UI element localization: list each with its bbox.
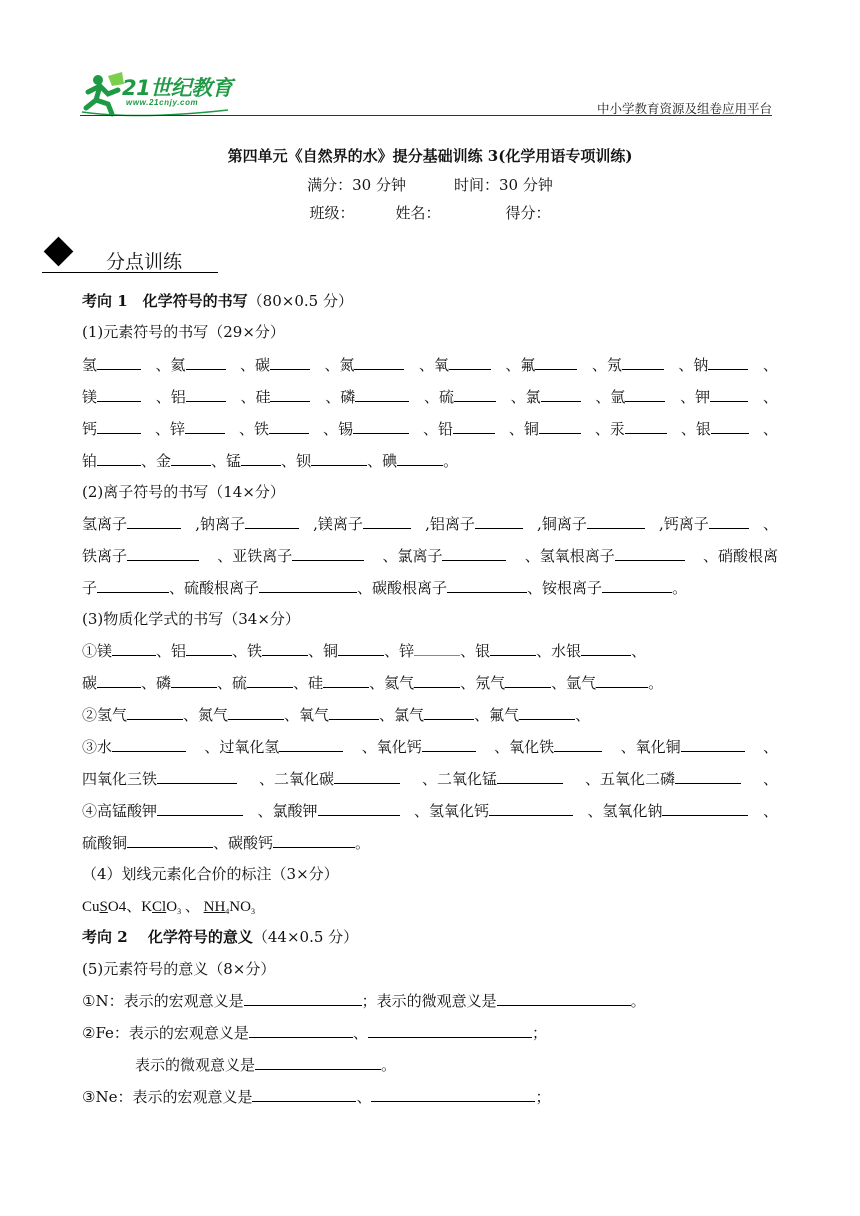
answer-blank[interactable] <box>186 641 232 656</box>
q2-item: 、碳酸根离子 <box>357 579 448 597</box>
q3-item: 、水银 <box>536 642 582 660</box>
q2-item: 、铵根离子 <box>527 579 603 597</box>
answer-blank[interactable] <box>338 641 384 656</box>
q5-text: 。 <box>630 992 646 1010</box>
answer-blank[interactable] <box>318 801 400 816</box>
q3-item: 、氧化铜 <box>620 738 681 756</box>
formula-part: NO <box>229 899 251 915</box>
q3-item: 、氦气 <box>369 674 415 692</box>
q3-item: 、二氧化锰 <box>421 770 497 788</box>
q3-item: 碳 <box>82 674 98 692</box>
q2-row-1 <box>82 513 778 534</box>
q1-item: 、铝 <box>155 388 186 406</box>
formula-sep: 、 <box>181 899 204 915</box>
answer-blank[interactable] <box>244 991 362 1006</box>
answer-blank[interactable] <box>97 387 141 402</box>
q5-text: ③Ne：表示的宏观意义是 <box>82 1088 253 1106</box>
q1-item: 、磷 <box>325 388 356 406</box>
q2-item: 、氢氧根离子 <box>524 547 615 565</box>
q1-item: 、金 <box>141 452 172 470</box>
q5-text: 。 <box>381 1056 397 1074</box>
q3-item: 、氯气 <box>379 706 425 724</box>
answer-blank[interactable] <box>249 1023 353 1038</box>
answer-blank[interactable] <box>424 705 474 720</box>
formula-part: O <box>166 899 178 915</box>
answer-blank[interactable] <box>489 801 573 816</box>
answer-blank[interactable] <box>127 833 213 848</box>
name-label: 姓名： <box>395 204 441 222</box>
q2-row-3 <box>82 577 687 598</box>
answer-blank[interactable] <box>269 419 309 434</box>
q4-formulas <box>82 895 255 916</box>
answer-blank[interactable] <box>259 578 357 593</box>
answer-blank[interactable] <box>186 355 226 370</box>
section-underline <box>42 272 218 273</box>
q2-item: ,铜离子 <box>537 515 587 533</box>
answer-blank[interactable] <box>97 451 141 466</box>
q3-item: 、铜 <box>308 642 339 660</box>
q3-item: 、五氧化二磷 <box>584 770 675 788</box>
q3-row-2 <box>82 672 663 693</box>
q3-item: 、铝 <box>156 642 187 660</box>
q5-line-3 <box>135 1054 396 1075</box>
q1-item: 、氖 <box>591 356 622 374</box>
answer-blank[interactable] <box>535 355 577 370</box>
q1-item: 、氦 <box>155 356 186 374</box>
answer-blank[interactable] <box>710 387 748 402</box>
answer-blank[interactable] <box>279 737 343 752</box>
meta-line-1 <box>0 174 860 195</box>
answer-blank[interactable] <box>422 737 476 752</box>
q2-item: 、硫酸根离子 <box>169 579 260 597</box>
q1-item: 、锌 <box>154 420 185 438</box>
q5-text: ；表示的微观意义是 <box>361 992 497 1010</box>
q3-item: 、 <box>631 642 647 660</box>
q3-item: 、 <box>762 770 778 788</box>
answer-blank[interactable] <box>112 737 186 752</box>
answer-blank[interactable] <box>127 546 199 561</box>
q3-item: ④高锰酸钾 <box>82 802 158 820</box>
q1-item: 、氯 <box>510 388 541 406</box>
answer-blank[interactable] <box>171 673 217 688</box>
answer-blank[interactable] <box>505 673 551 688</box>
q3-item: 、氮气 <box>183 706 229 724</box>
q3-item: 、硅 <box>293 674 324 692</box>
part1-heading-text: 考向 1 化学符号的书写 <box>82 292 248 310</box>
q1-item: 、硫 <box>423 388 454 406</box>
q3-item: 、氧化铁 <box>494 738 555 756</box>
q2-row-2 <box>82 545 778 566</box>
answer-blank[interactable] <box>112 641 156 656</box>
q1-item: 钙 <box>82 420 98 438</box>
q5-text: ； <box>531 1024 547 1042</box>
answer-blank[interactable] <box>292 546 364 561</box>
q5-line-1 <box>82 990 646 1011</box>
answer-blank[interactable] <box>625 387 665 402</box>
q2-item: ,钙离子 <box>659 515 709 533</box>
answer-blank[interactable] <box>615 546 685 561</box>
q3-row-4 <box>82 736 778 757</box>
logo-text: 21世纪教育 <box>122 76 233 100</box>
answer-blank[interactable] <box>662 801 748 816</box>
answer-blank[interactable] <box>414 673 460 688</box>
answer-blank[interactable] <box>97 419 141 434</box>
answer-blank[interactable] <box>270 355 310 370</box>
answer-blank[interactable] <box>273 833 355 848</box>
q5-label: (5)元素符号的意义（8×分） <box>82 960 276 978</box>
answer-blank[interactable] <box>625 419 667 434</box>
answer-blank[interactable] <box>490 641 536 656</box>
q3-item: ①镁 <box>82 642 113 660</box>
q3-item: 、过氧化氢 <box>204 738 280 756</box>
q2-item: 、氯离子 <box>382 547 443 565</box>
q1-label: (1)元素符号的书写（29×分） <box>82 323 285 341</box>
answer-blank[interactable] <box>596 673 648 688</box>
answer-blank[interactable] <box>185 419 225 434</box>
answer-blank[interactable] <box>602 578 672 593</box>
q1-item: 、碳 <box>239 356 270 374</box>
q5-text: 、 <box>352 1024 368 1042</box>
q3-item: 、氖气 <box>460 674 506 692</box>
answer-blank[interactable] <box>675 769 741 784</box>
answer-blank[interactable] <box>127 705 183 720</box>
q2-item: 氢离子 <box>82 515 128 533</box>
q1-item: 、硅 <box>240 388 271 406</box>
answer-blank[interactable] <box>447 578 527 593</box>
answer-blank[interactable] <box>708 355 748 370</box>
q3-item: 、氧气 <box>284 706 330 724</box>
answer-blank[interactable] <box>270 387 310 402</box>
answer-blank[interactable] <box>354 355 404 370</box>
q1-item: 氢 <box>82 356 98 374</box>
q2-item: 、亚铁离子 <box>217 547 293 565</box>
page-title: 第四单元《自然界的水》提分基础训练 3(化学用语专项训练) <box>227 147 633 165</box>
q3-item: 、锌 <box>384 642 415 660</box>
q5-text: 、 <box>356 1088 372 1106</box>
logo-url: www.21cnjy.com <box>126 98 199 107</box>
answer-blank[interactable] <box>497 769 563 784</box>
q3-item: 、碳酸钙 <box>213 834 274 852</box>
q2-item: ,铝离子 <box>425 515 475 533</box>
part1-heading-score: （80×0.5 分） <box>247 292 353 310</box>
class-label: 班级： <box>309 204 355 222</box>
answer-blank[interactable] <box>252 1087 356 1102</box>
formula-underlined: N <box>203 899 215 915</box>
full-score: 满分：30 分钟 <box>307 176 406 194</box>
q3-item: ③水 <box>82 738 113 756</box>
answer-blank[interactable] <box>371 1087 535 1102</box>
q1-item: 、 <box>762 388 778 406</box>
q3-label: (3)物质化学式的书写（34×分） <box>82 610 300 628</box>
q3-item: 、氢氧化钠 <box>587 802 663 820</box>
q1-item: 、氟 <box>505 356 536 374</box>
q5-text: ； <box>535 1088 551 1106</box>
answer-blank[interactable] <box>581 641 631 656</box>
answer-blank[interactable] <box>442 546 506 561</box>
answer-blank[interactable] <box>519 705 575 720</box>
answer-blank[interactable] <box>171 451 211 466</box>
answer-blank[interactable] <box>97 355 141 370</box>
q1-item: 铂 <box>82 452 98 470</box>
q3-item: 、氩气 <box>551 674 597 692</box>
formula-underlined: Cl <box>152 899 167 915</box>
answer-blank[interactable] <box>554 737 602 752</box>
score-label: 得分： <box>505 204 551 222</box>
q3-item: ②氢气 <box>82 706 128 724</box>
part1-heading <box>82 290 353 311</box>
q1-item: 、氩 <box>595 388 626 406</box>
q1-row-3 <box>82 418 778 439</box>
answer-blank[interactable] <box>157 769 237 784</box>
q2-item: 。 <box>672 579 688 597</box>
formula-part: Cu <box>82 899 100 915</box>
answer-blank[interactable] <box>587 514 645 529</box>
q1-item: 、氮 <box>324 356 355 374</box>
q3-item: 、氟气 <box>474 706 520 724</box>
q5-line-2 <box>82 1022 547 1043</box>
answer-blank[interactable] <box>681 737 745 752</box>
q5-text: ①N：表示的宏观意义是 <box>82 992 244 1010</box>
q2-item: 铁离子 <box>82 547 128 565</box>
answer-blank[interactable] <box>353 419 409 434</box>
q2-item: ,钠离子 <box>195 515 245 533</box>
q1-item: 、铜 <box>508 420 539 438</box>
answer-blank[interactable] <box>539 419 581 434</box>
q1-item: 、锡 <box>322 420 353 438</box>
header-divider <box>80 115 772 116</box>
part2-heading-text: 考向 2 化学符号的意义 <box>82 928 253 946</box>
q1-item: 、锰 <box>211 452 242 470</box>
answer-blank[interactable] <box>245 514 299 529</box>
q5-line-4 <box>82 1086 550 1107</box>
answer-blank[interactable] <box>334 769 400 784</box>
part2-heading-score: （44×0.5 分） <box>252 928 359 946</box>
q3-item: 、 <box>762 738 778 756</box>
q1-item: 、汞 <box>594 420 625 438</box>
q5-text: ②Fe：表示的宏观意义是 <box>82 1024 249 1042</box>
q1-item: 、铁 <box>238 420 269 438</box>
q1-item: 镁 <box>82 388 98 406</box>
q3-item: 、银 <box>460 642 491 660</box>
q3-row-7 <box>82 832 370 853</box>
q3-item: 。 <box>355 834 371 852</box>
q1-item: 、铅 <box>422 420 453 438</box>
answer-blank[interactable] <box>541 387 581 402</box>
part2-heading <box>82 926 358 947</box>
q4-label: （4）划线元素化合价的标注（3×分） <box>82 865 339 883</box>
answer-blank[interactable] <box>709 514 749 529</box>
q2-item: 、 <box>762 515 778 533</box>
q1-item: 、银 <box>680 420 711 438</box>
q5-text: 表示的微观意义是 <box>135 1056 256 1074</box>
answer-blank[interactable] <box>228 705 284 720</box>
q3-item: 、氧化钙 <box>361 738 422 756</box>
q1-item: 、 <box>762 420 778 438</box>
answer-blank[interactable] <box>453 419 495 434</box>
answer-blank[interactable] <box>414 641 460 656</box>
answer-blank[interactable] <box>255 1055 381 1070</box>
answer-blank[interactable] <box>241 451 281 466</box>
answer-blank[interactable] <box>97 673 141 688</box>
q3-row-3 <box>82 704 590 725</box>
q3-item: 、硫 <box>217 674 248 692</box>
q2-item: 、硝酸根离 <box>702 547 778 565</box>
q3-item: 四氧化三铁 <box>82 770 158 788</box>
q1-item: 、钾 <box>680 388 711 406</box>
answer-blank[interactable] <box>397 451 443 466</box>
answer-blank[interactable] <box>622 355 664 370</box>
q1-item: 、钠 <box>678 356 709 374</box>
q1-row-1 <box>82 354 778 375</box>
q2-item: 子 <box>82 579 98 597</box>
q3-item: 、磷 <box>141 674 172 692</box>
q3-row-1 <box>82 640 646 661</box>
formula-part: H <box>214 899 226 915</box>
answer-blank[interactable] <box>247 673 293 688</box>
answer-blank[interactable] <box>127 514 181 529</box>
q1-item: 、 <box>762 356 778 374</box>
time-limit: 时间：30 分钟 <box>454 176 553 194</box>
answer-blank[interactable] <box>323 673 369 688</box>
answer-blank[interactable] <box>311 451 367 466</box>
answer-blank[interactable] <box>368 1023 532 1038</box>
q3-item: 、二氧化碳 <box>258 770 334 788</box>
answer-blank[interactable] <box>157 801 243 816</box>
q3-item: 、 <box>762 802 778 820</box>
formula-part: O4、 <box>107 899 142 915</box>
q1-row-2 <box>82 386 778 407</box>
q3-item: 。 <box>648 674 664 692</box>
section-title: 分点训练 <box>106 251 183 273</box>
answer-blank[interactable] <box>186 387 226 402</box>
answer-blank[interactable] <box>475 514 523 529</box>
answer-blank[interactable] <box>711 419 749 434</box>
q3-row-6 <box>82 800 778 821</box>
q1-row-4 <box>82 450 458 471</box>
answer-blank[interactable] <box>329 705 379 720</box>
q3-item: 、氢氧化钙 <box>413 802 489 820</box>
q3-item: 、 <box>575 706 591 724</box>
q1-item: 、氧 <box>418 356 449 374</box>
q2-label: (2)离子符号的书写（14×分） <box>82 483 285 501</box>
formula-underlined: S <box>99 899 108 915</box>
q2-item: ,镁离子 <box>313 515 363 533</box>
answer-blank[interactable] <box>454 387 496 402</box>
q3-item: 、铁 <box>232 642 263 660</box>
q3-item: 硫酸铜 <box>82 834 128 852</box>
answer-blank[interactable] <box>355 387 409 402</box>
platform-name: 中小学教育资源及组卷应用平台 <box>596 101 772 116</box>
q1-item: 、碘 <box>367 452 398 470</box>
formula-subscript: 3 <box>177 907 182 916</box>
answer-blank[interactable] <box>262 641 308 656</box>
formula-part: K <box>141 899 153 915</box>
q3-row-5 <box>82 768 778 789</box>
answer-blank[interactable] <box>497 991 631 1006</box>
diamond-icon <box>44 237 74 267</box>
formula-subscript: 3 <box>250 907 255 916</box>
q1-item: 。 <box>443 452 459 470</box>
answer-blank[interactable] <box>97 578 169 593</box>
q3-item: 、氯酸钾 <box>257 802 318 820</box>
answer-blank[interactable] <box>363 514 411 529</box>
meta-line-2 <box>0 202 860 223</box>
q1-item: 、钡 <box>281 452 312 470</box>
answer-blank[interactable] <box>449 355 491 370</box>
formula-subscript: 4 <box>225 907 230 916</box>
